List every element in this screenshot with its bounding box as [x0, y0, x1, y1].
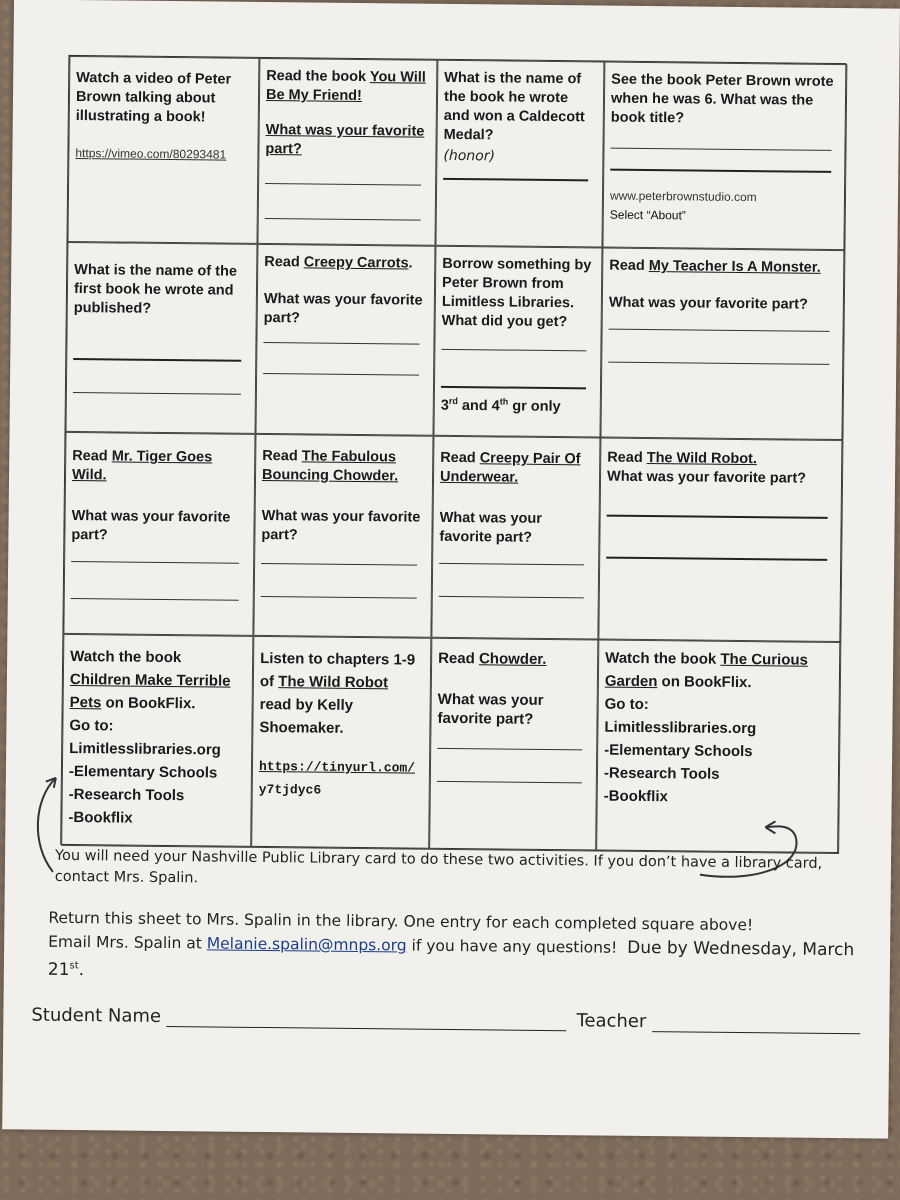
- teacher-label: Teacher: [576, 1010, 647, 1033]
- signature-row: [31, 1005, 871, 1035]
- question: What was your favorite part?: [261, 507, 421, 544]
- book-title: Chowder.: [478, 650, 547, 668]
- cell-text: Watch a video of Peter Brown talking about illustrating a book!: [75, 70, 232, 126]
- question: What was your favorite part?: [608, 294, 808, 313]
- answer-line[interactable]: [263, 343, 419, 376]
- book-title: The Wild Robot.: [646, 450, 758, 468]
- book-title: You Will Be My Friend!: [265, 69, 426, 105]
- question: What was your favorite part?: [606, 468, 807, 487]
- cell-text: See the book Peter Brown wrote when he was 6. What was the book title?: [610, 71, 834, 127]
- cell-text: Read The Fabulous Bouncing Chowder.: [261, 447, 399, 485]
- question: What was your favorite part?: [71, 507, 231, 544]
- answer-line[interactable]: [71, 545, 239, 564]
- answer-line[interactable]: [608, 330, 829, 365]
- book-title: The Wild Robot: [278, 673, 389, 692]
- book-title: Creepy Carrots: [303, 254, 409, 272]
- book-title: Mr. Tiger Goes Wild.: [71, 448, 213, 484]
- book-title: Creepy Pair Of Underwear.: [439, 450, 581, 486]
- answer-line[interactable]: [265, 194, 421, 221]
- site-text: www.peterbrownstudio.com: [609, 188, 757, 205]
- cell-creepy-pair-of-underwear: [431, 436, 600, 640]
- cell-text: Read My Teacher Is A Monster.: [609, 257, 821, 276]
- question: What was your favorite part?: [263, 290, 423, 327]
- answer-line[interactable]: [441, 331, 586, 352]
- step-text: -Bookflix: [603, 787, 668, 806]
- cell-chowder: [429, 638, 598, 852]
- cell-borrow: [433, 246, 602, 438]
- tinyurl-link-cont[interactable]: y7tjdyc6: [258, 781, 322, 798]
- step-text: -Bookflix: [68, 808, 133, 827]
- answer-line[interactable]: [439, 564, 584, 599]
- return-instructions: Return this sheet to Mrs. Spalin in the library. One entry for each completed square above! Email Mrs. Spalin at Melanie.spalin@mnps.org if you have any questions! Due by Wednesday, March 21st.: [47, 908, 855, 980]
- step-text: -Research Tools: [603, 764, 720, 783]
- step-text: -Elementary Schools: [68, 762, 218, 782]
- step-text: -Research Tools: [68, 785, 185, 805]
- teacher-field[interactable]: [652, 1011, 860, 1034]
- cell-text: Watch the book Children Make Terrible Pets on BookFlix.: [69, 647, 231, 713]
- cell-text: What is the name of the book he wrote and won a Caldecott Medal?: [443, 69, 585, 144]
- question: What was your favorite part?: [439, 509, 543, 546]
- book-title: My Teacher Is A Monster.: [648, 258, 821, 276]
- answer-line[interactable]: [439, 547, 584, 566]
- worksheet-paper: [2, 0, 900, 1139]
- question: What did you get?: [441, 312, 568, 331]
- cell-text: What is the name of the first book he wrote and published?: [73, 262, 238, 317]
- cell-book-at-six: [602, 62, 847, 251]
- site-text[interactable]: Limitlesslibraries.org: [604, 718, 757, 738]
- grade-note: 3rd and 4th gr only: [440, 395, 561, 415]
- answer-line[interactable]: [261, 545, 417, 566]
- answer-line[interactable]: [443, 166, 588, 182]
- book-title: The Curious Garden: [604, 650, 809, 691]
- answer-line[interactable]: [261, 564, 417, 599]
- cell-caldecott: [435, 60, 604, 248]
- cell-text: Watch the book The Curious Garden on BookFlix.: [604, 649, 809, 692]
- step-text: -Elementary Schools: [604, 741, 753, 761]
- cell-text: Read Creepy Pair Of Underwear.: [439, 449, 581, 486]
- cell-text: Listen to chapters 1-9 of The Wild Robot read by Kelly Shoemaker.: [259, 649, 416, 737]
- cell-text: Borrow something by Peter Brown from Limitless Libraries.: [441, 255, 592, 312]
- site-text[interactable]: Limitlesslibraries.org: [69, 739, 221, 759]
- cell-text: Read Creepy Carrots.: [264, 253, 413, 272]
- cell-mr-tiger-goes-wild: [63, 432, 255, 636]
- cell-first-book: [65, 242, 257, 434]
- book-title: Children Make Terrible Pets: [69, 670, 231, 712]
- cell-text: Read The Wild Robot.: [607, 449, 758, 468]
- answer-line[interactable]: [441, 350, 586, 390]
- answer-line[interactable]: [437, 728, 582, 751]
- book-title: The Fabulous Bouncing Chowder.: [261, 448, 399, 485]
- cell-you-will-be-my-friend: [257, 58, 437, 246]
- answer-line[interactable]: [606, 517, 827, 561]
- email-link[interactable]: Melanie.spalin@mnps.org: [206, 934, 407, 955]
- due-date: Due by Wednesday, March 21st.: [47, 937, 855, 980]
- answer-line[interactable]: [71, 562, 239, 601]
- question: What was your favorite part?: [265, 122, 425, 158]
- cell-the-wild-robot: [598, 438, 843, 643]
- answer-line[interactable]: [607, 487, 828, 519]
- cell-listen-wild-robot: [251, 636, 431, 850]
- answer-line[interactable]: [73, 360, 241, 395]
- answer-line[interactable]: [263, 328, 419, 345]
- vimeo-link[interactable]: https://vimeo.com/80293481: [75, 146, 227, 162]
- answer-line[interactable]: [610, 128, 831, 151]
- cell-text: Read the book You Will Be My Friend!: [265, 68, 426, 105]
- cell-text: Read Chowder.: [438, 649, 547, 668]
- student-name-field[interactable]: [167, 1006, 567, 1031]
- handwritten-answer: (honor): [443, 147, 496, 165]
- question: What was your favorite part?: [437, 690, 544, 728]
- cell-fabulous-bouncing-chowder: [253, 434, 433, 638]
- cell-text: Read Mr. Tiger Goes Wild.: [71, 447, 213, 484]
- goto-text: Go to:: [69, 716, 114, 735]
- instruction-text: Select “About”: [609, 207, 686, 223]
- cell-video: [67, 56, 259, 244]
- library-card-note: You will need your Nashville Public Library card to do these two activities. If you don’t have a library card, contact Mrs. Spalin.: [54, 847, 823, 887]
- answer-line[interactable]: [73, 318, 241, 362]
- cell-my-teacher-is-a-monster: [600, 248, 845, 441]
- student-name-label: Student Name: [31, 1004, 162, 1027]
- tinyurl-link[interactable]: https://tinyurl.com/: [258, 758, 416, 776]
- answer-line[interactable]: [265, 159, 421, 186]
- cell-creepy-carrots: [255, 244, 435, 436]
- cell-children-make-terrible-pets: [61, 634, 253, 848]
- answer-line[interactable]: [437, 749, 582, 784]
- answer-line[interactable]: [610, 149, 831, 173]
- goto-text: Go to:: [604, 695, 649, 714]
- activity-grid: [60, 55, 846, 853]
